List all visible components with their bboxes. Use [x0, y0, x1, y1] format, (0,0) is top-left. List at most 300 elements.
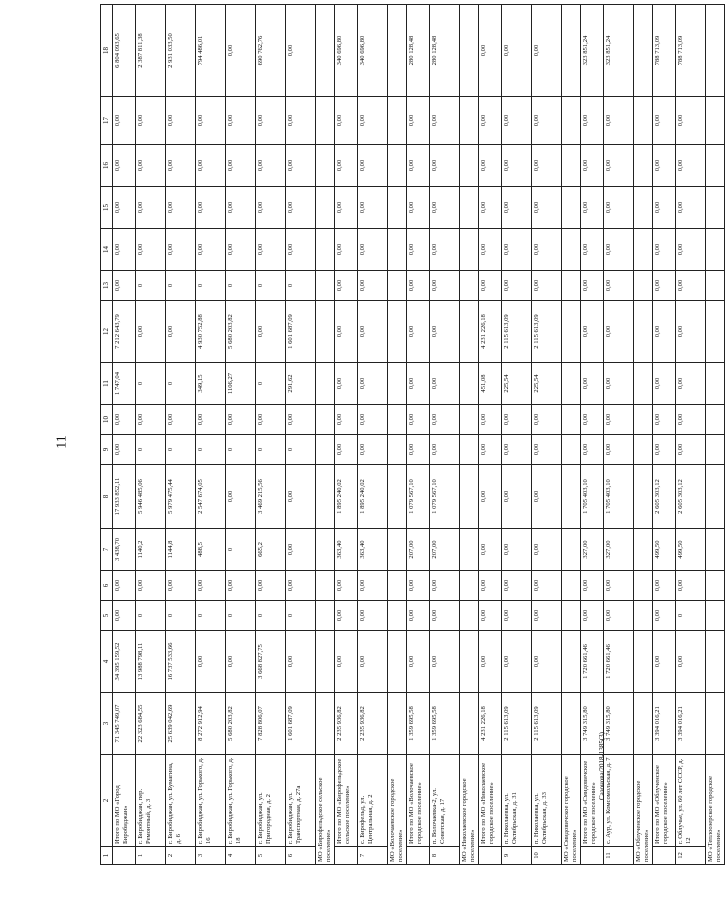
table-cell: 0,00 [430, 435, 460, 465]
table-cell [634, 571, 653, 601]
column-number: 9 [101, 435, 113, 465]
table-cell: 2 115 613,09 [532, 301, 562, 363]
table-cell: 0 [166, 435, 196, 465]
table-cell: 0,00 [502, 529, 532, 571]
table-cell: 0,00 [653, 405, 676, 435]
table-cell: 22 323 684,55 [136, 693, 166, 755]
address-cell: Итого по МО «Смидовичское городское поселение» [581, 755, 604, 847]
table-cell: 0,00 [256, 145, 286, 187]
table-cell: 3 394 016,21 [653, 693, 676, 755]
table-cell: 0,00 [479, 435, 502, 465]
total-row [335, 5, 358, 865]
address-cell: п. Волочаевка-2, ул. Советская, д. 17 [430, 755, 460, 847]
table-cell [634, 271, 653, 301]
table-cell: 794 486,01 [196, 5, 226, 97]
rotated-table-container [100, 5, 725, 865]
municipality-name: МО «Бирофельдское сельское поселение» [316, 755, 335, 865]
table-cell: 0,00 [166, 97, 196, 145]
table-cell: 0,00 [532, 465, 562, 529]
table-cell: 0,00 [502, 631, 532, 693]
table-cell [316, 465, 335, 529]
table-cell [316, 405, 335, 435]
table-cell: 1 601 687,09 [286, 693, 316, 755]
table-cell: 7 212 643,79 [113, 301, 136, 363]
table-cell: 0,00 [407, 229, 430, 271]
table-cell: 0,00 [196, 145, 226, 187]
table-cell: 0,00 [653, 631, 676, 693]
row-number: 7 [358, 847, 388, 865]
table-cell [388, 571, 407, 601]
table-cell: 0,00 [358, 97, 388, 145]
table-cell: 1140,2 [136, 529, 166, 571]
address-cell: г. Биробиджан, ул. Горького, д. 18 [226, 755, 256, 847]
table-cell: 363,40 [358, 529, 388, 571]
table-cell: 1 601 687,09 [286, 301, 316, 363]
table-cell: 327,00 [604, 529, 634, 571]
table-cell: 0,00 [335, 571, 358, 601]
repair-cost-table [100, 4, 725, 865]
total-row [581, 5, 604, 865]
column-number: 4 [101, 631, 113, 693]
table-cell: 0,00 [430, 229, 460, 271]
table-cell [460, 693, 479, 755]
address-cell: п. Николаевка, ул. Октябрьская, д. 33 [532, 755, 562, 847]
table-cell: 0 [136, 435, 166, 465]
table-cell [706, 271, 725, 301]
table-cell: 0,00 [430, 601, 460, 631]
table-cell: 0,00 [653, 187, 676, 229]
table-cell [562, 229, 581, 271]
table-cell [388, 229, 407, 271]
table-cell: 0,00 [335, 631, 358, 693]
table-cell: 0,00 [335, 229, 358, 271]
table-cell: 16 737 533,66 [166, 631, 196, 693]
table-cell: 0,00 [407, 405, 430, 435]
table-cell: 0 [286, 601, 316, 631]
address-cell: Итого по МО «Город Биробиджан» [113, 755, 136, 847]
table-cell: 0,00 [226, 571, 256, 601]
table-cell: 0,00 [581, 405, 604, 435]
total-row [653, 5, 676, 865]
table-cell: 291,62 [286, 363, 316, 405]
table-cell: 0,00 [581, 571, 604, 601]
table-cell [634, 529, 653, 571]
table-cell: 0,00 [286, 5, 316, 97]
table-cell: 1 079 567,10 [430, 465, 460, 529]
table-row [226, 5, 256, 865]
table-cell: 71 345 749,07 [113, 693, 136, 755]
table-cell: 0,00 [166, 145, 196, 187]
table-row [430, 5, 460, 865]
row-number: 1 [136, 847, 166, 865]
table-cell: 1 359 695,58 [430, 693, 460, 755]
table-cell [460, 405, 479, 435]
table-cell [316, 97, 335, 145]
table-cell [316, 187, 335, 229]
column-number: 11 [101, 363, 113, 405]
table-cell: 0,00 [407, 271, 430, 301]
table-cell: 1106,27 [226, 363, 256, 405]
table-cell: 3 668 827,75 [256, 631, 286, 693]
row-number [581, 847, 604, 865]
address-cell: Итого по МО «Волочаевское городское поселение» [407, 755, 430, 847]
table-cell: 0,00 [113, 187, 136, 229]
table-cell [562, 631, 581, 693]
table-cell [634, 465, 653, 529]
table-cell: 1144,8 [166, 529, 196, 571]
table-cell: 0,00 [581, 97, 604, 145]
table-cell: 0 [196, 435, 226, 465]
table-row [676, 5, 706, 865]
table-cell: 0,00 [113, 571, 136, 601]
table-cell [388, 271, 407, 301]
table-cell: 2 605 303,12 [653, 465, 676, 529]
table-cell: 1 895 240,02 [358, 465, 388, 529]
table-cell [460, 601, 479, 631]
table-cell [562, 363, 581, 405]
table-cell: 0,00 [676, 571, 706, 601]
table-cell: 0,00 [113, 271, 136, 301]
table-cell: 0,00 [136, 187, 166, 229]
table-cell: 0,00 [581, 435, 604, 465]
municipality-row [562, 5, 581, 865]
table-cell [706, 97, 725, 145]
table-cell: 0 [226, 529, 256, 571]
row-number: 8 [430, 847, 460, 865]
column-number: 14 [101, 229, 113, 271]
address-cell: г. Биробиджан, ул. Пригородная, д. 2 [256, 755, 286, 847]
table-cell: 3 438,70 [113, 529, 136, 571]
table-cell: 0,00 [358, 435, 388, 465]
row-number: 12 [676, 847, 706, 865]
table-cell [460, 571, 479, 601]
table-cell: 0,00 [532, 435, 562, 465]
table-cell: 207,00 [430, 529, 460, 571]
table-cell: 0,00 [196, 571, 226, 601]
table-cell: 0,00 [430, 571, 460, 601]
table-cell [634, 187, 653, 229]
table-cell: 0 [166, 601, 196, 631]
table-cell: 788 713,09 [676, 5, 706, 97]
table-cell: 0 [676, 601, 706, 631]
table-cell: 0,00 [676, 187, 706, 229]
table-cell: 1 705 403,10 [581, 465, 604, 529]
table-cell: 0,00 [653, 301, 676, 363]
table-cell: 0,00 [166, 301, 196, 363]
table-cell: 0,00 [136, 97, 166, 145]
municipality-name: МО «Теплоозерское городское поселение» [706, 755, 725, 865]
table-cell: 499,50 [676, 529, 706, 571]
table-cell: 0,00 [226, 187, 256, 229]
table-cell: 0 [256, 601, 286, 631]
table-cell: 363,40 [335, 529, 358, 571]
row-number [407, 847, 430, 865]
table-cell: 0,00 [532, 271, 562, 301]
table-cell [562, 465, 581, 529]
table-cell: 0,00 [407, 631, 430, 693]
table-cell: 0,00 [286, 187, 316, 229]
table-cell [460, 229, 479, 271]
table-cell: 0,00 [604, 187, 634, 229]
table-cell [316, 601, 335, 631]
row-number: 6 [286, 847, 316, 865]
table-cell: 0,00 [502, 145, 532, 187]
table-cell [460, 631, 479, 693]
row-number: 2 [166, 847, 196, 865]
table-cell [706, 435, 725, 465]
table-cell [562, 271, 581, 301]
table-cell: 0,00 [335, 301, 358, 363]
table-cell [706, 405, 725, 435]
municipality-row [388, 5, 407, 865]
table-cell: 340 696,80 [335, 5, 358, 97]
table-cell: 0,00 [196, 229, 226, 271]
table-cell: 0,00 [335, 435, 358, 465]
table-cell [460, 435, 479, 465]
table-cell: 690 762,76 [256, 5, 286, 97]
table-cell: 0,00 [502, 571, 532, 601]
table-cell: 1 705 403,10 [604, 465, 634, 529]
table-cell [634, 601, 653, 631]
table-cell: 0,00 [226, 405, 256, 435]
table-cell [388, 435, 407, 465]
row-number [113, 847, 136, 865]
table-cell: 0,00 [532, 571, 562, 601]
table-cell [562, 571, 581, 601]
column-number: 18 [101, 5, 113, 97]
table-cell [388, 363, 407, 405]
table-cell [316, 271, 335, 301]
table-cell: 0,00 [604, 229, 634, 271]
table-cell: 3 469 215,56 [256, 465, 286, 529]
table-cell: 0,00 [581, 145, 604, 187]
table-cell: 0,00 [430, 187, 460, 229]
table-cell: 349,15 [196, 363, 226, 405]
table-cell: 0,00 [226, 465, 256, 529]
table-cell [706, 465, 725, 529]
row-number: 3 [196, 847, 226, 865]
table-cell: 0,00 [166, 405, 196, 435]
table-cell: 2 115 613,09 [502, 301, 532, 363]
table-cell [634, 97, 653, 145]
table-cell: 0,00 [581, 301, 604, 363]
table-cell: 0,00 [136, 229, 166, 271]
table-cell: 0,00 [581, 601, 604, 631]
row-number: 11 [604, 847, 634, 865]
table-cell [460, 301, 479, 363]
table-cell: 0,00 [407, 301, 430, 363]
table-cell: 0,00 [286, 529, 316, 571]
table-cell: 0,00 [358, 571, 388, 601]
table-cell [316, 571, 335, 601]
table-cell: 0,00 [335, 187, 358, 229]
table-cell: 0,00 [166, 187, 196, 229]
table-cell: 0,00 [479, 97, 502, 145]
table-cell [388, 601, 407, 631]
table-cell: 0,00 [286, 97, 316, 145]
row-number: 10 [532, 847, 562, 865]
column-number: 8 [101, 465, 113, 529]
table-cell: 0,00 [653, 229, 676, 271]
table-cell: 34 395 159,52 [113, 631, 136, 693]
municipality-row [316, 5, 335, 865]
table-cell: 0,00 [286, 571, 316, 601]
table-cell [562, 529, 581, 571]
table-cell: 0,00 [676, 363, 706, 405]
table-cell: 0,00 [196, 631, 226, 693]
table-cell [562, 301, 581, 363]
municipality-row [460, 5, 479, 865]
column-number: 16 [101, 145, 113, 187]
table-cell: 0 [166, 363, 196, 405]
table-cell: 0,00 [113, 601, 136, 631]
table-cell [706, 631, 725, 693]
row-number: 4 [226, 847, 256, 865]
table-cell: 0,00 [166, 229, 196, 271]
table-cell: 0 [226, 271, 256, 301]
municipality-name: МО «Николаевское городское поселение» [460, 755, 479, 865]
total-row [407, 5, 430, 865]
table-cell [706, 145, 725, 187]
table-cell: 25 639 042,69 [166, 693, 196, 755]
table-cell: 4 930 752,88 [196, 301, 226, 363]
table-cell: 0,00 [226, 631, 256, 693]
table-cell [706, 529, 725, 571]
table-cell: 0,00 [358, 363, 388, 405]
table-cell: 0,00 [286, 465, 316, 529]
table-cell [316, 145, 335, 187]
table-cell: 0,00 [407, 363, 430, 405]
table-cell: 17 933 852,11 [113, 465, 136, 529]
table-cell: 0,00 [407, 187, 430, 229]
table-cell [316, 301, 335, 363]
table-row [196, 5, 226, 865]
table-cell: 0,00 [286, 405, 316, 435]
table-row [136, 5, 166, 865]
table-cell [562, 435, 581, 465]
table-cell [634, 693, 653, 755]
table-cell: 0 [286, 435, 316, 465]
table-row [604, 5, 634, 865]
table-cell: 2 547 674,05 [196, 465, 226, 529]
table-cell: 1 747,04 [113, 363, 136, 405]
address-cell: с. Аур, ул. Комсомольская, д. 7 [604, 755, 634, 847]
table-cell: 13 988 798,11 [136, 631, 166, 693]
table-cell: 0 [226, 601, 256, 631]
table-cell: 0,00 [136, 405, 166, 435]
table-cell: 0,00 [581, 271, 604, 301]
table-cell: 0,00 [358, 187, 388, 229]
table-cell: 8 272 912,94 [196, 693, 226, 755]
table-cell: 0,00 [581, 363, 604, 405]
table-cell: 5 946 485,06 [136, 465, 166, 529]
table-cell: 0,00 [430, 301, 460, 363]
table-cell: 0,00 [604, 301, 634, 363]
table-cell: 0,00 [166, 571, 196, 601]
table-cell: 0 [256, 363, 286, 405]
table-cell: 1 720 661,46 [581, 631, 604, 693]
table-cell [634, 5, 653, 97]
table-cell: 0,00 [676, 405, 706, 435]
table-cell [316, 529, 335, 571]
table-cell: 0,00 [479, 145, 502, 187]
table-cell: 0,00 [653, 271, 676, 301]
table-cell [316, 229, 335, 271]
row-number: 5 [256, 847, 286, 865]
table-cell: 7 828 806,07 [256, 693, 286, 755]
table-cell [562, 405, 581, 435]
row-number [653, 847, 676, 865]
address-cell: г. Биробиджан, ул. Бумагина, д. 6 [166, 755, 196, 847]
table-cell: 2 115 613,09 [532, 693, 562, 755]
table-cell: 2 235 936,82 [335, 693, 358, 755]
table-cell: 0,00 [604, 97, 634, 145]
document-footer: Сазонова/2018-1385(3) [598, 731, 606, 800]
table-cell: 0,00 [358, 301, 388, 363]
row-number: 9 [502, 847, 532, 865]
table-cell: 0,00 [604, 271, 634, 301]
table-cell: 0,00 [532, 187, 562, 229]
table-cell [634, 301, 653, 363]
table-row [256, 5, 286, 865]
table-cell: 0,00 [286, 145, 316, 187]
table-cell: 0,00 [335, 97, 358, 145]
table-cell: 5 680 203,82 [226, 693, 256, 755]
table-cell: 499,50 [653, 529, 676, 571]
address-cell: с. Бирофельд, ул. Центральная, д. 2 [358, 755, 388, 847]
table-cell: 0 [286, 271, 316, 301]
table-body [101, 5, 725, 865]
address-cell: Итого по МО «Облученское городское поселение» [653, 755, 676, 847]
address-cell: Итого по МО «Николаевское городское поселение» [479, 755, 502, 847]
table-cell: 0,00 [256, 187, 286, 229]
table-cell: 0,00 [653, 363, 676, 405]
table-cell: 0,00 [532, 229, 562, 271]
table-cell: 0,00 [256, 301, 286, 363]
table-cell [706, 601, 725, 631]
table-cell: 0,00 [604, 601, 634, 631]
table-cell: 280 128,48 [430, 5, 460, 97]
table-cell: 5 680 203,82 [226, 301, 256, 363]
table-cell: 0,00 [113, 97, 136, 145]
table-cell: 0,00 [286, 229, 316, 271]
table-cell [388, 693, 407, 755]
table-cell [706, 229, 725, 271]
address-cell: г. Облучье, ул. 60 лет СССР, д. 12 [676, 755, 706, 847]
table-cell [460, 465, 479, 529]
table-cell: 0,00 [256, 405, 286, 435]
municipality-row [706, 5, 725, 865]
table-header-row [101, 5, 113, 865]
table-cell: 0,00 [479, 271, 502, 301]
table-cell: 280 128,48 [407, 5, 430, 97]
table-cell [634, 405, 653, 435]
table-cell [316, 363, 335, 405]
table-cell: 0,00 [335, 601, 358, 631]
address-cell: г. Биробиджан, пер. Ремонтный, д. 3 [136, 755, 166, 847]
table-cell: 0 [196, 271, 226, 301]
table-cell: 3 749 315,80 [604, 693, 634, 755]
table-cell: 2 605 303,12 [676, 465, 706, 529]
table-cell [706, 363, 725, 405]
table-cell [460, 529, 479, 571]
table-cell [388, 97, 407, 145]
table-cell: 0,00 [335, 271, 358, 301]
table-cell: 1 359 695,58 [407, 693, 430, 755]
table-cell [388, 529, 407, 571]
table-cell: 0,00 [676, 97, 706, 145]
table-cell: 4 231 226,18 [479, 301, 502, 363]
